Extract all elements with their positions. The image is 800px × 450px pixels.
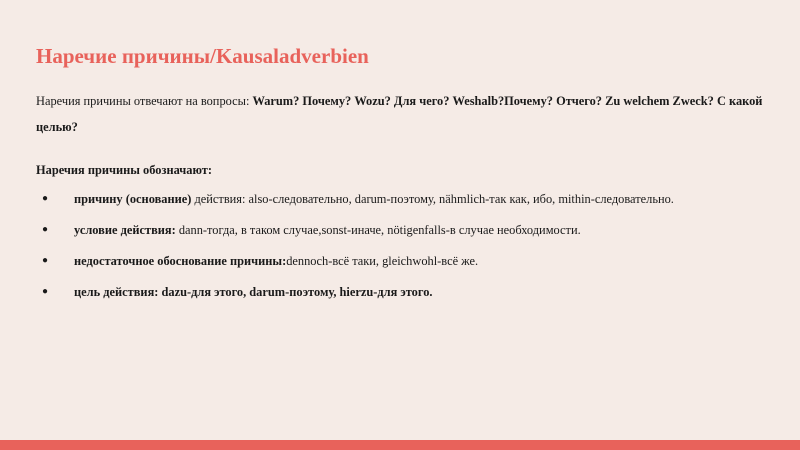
meaning-list xyxy=(36,186,756,305)
item-term: недостаточное обоснование причины: xyxy=(74,254,287,268)
bullet-icon: ● xyxy=(42,193,49,204)
intro-questions: Warum? Почему? Wozu? Для чего? Weshalb?Почему? Отчего? Zu welchem Zweck? С какой целью? xyxy=(36,94,763,134)
bottom-accent-bar xyxy=(0,440,800,450)
slide-title: Наречие причины/Kausaladverbien xyxy=(36,44,369,68)
item-text: dennoch-всё таки, gleichwohl-всё же. xyxy=(286,254,479,268)
bullet-icon: ● xyxy=(42,286,49,297)
item-term: условие действия: xyxy=(74,223,176,237)
bullet-icon: ● xyxy=(42,224,49,235)
item-text: dann-тогда, в таком случае,sonst-иначе, nötigenfalls-в случае необходимости. xyxy=(175,223,581,237)
list-item xyxy=(36,248,756,274)
list-item xyxy=(36,186,756,212)
intro-text: Наречия причины отвечают на вопросы: xyxy=(36,94,253,108)
intro-paragraph xyxy=(36,88,766,140)
list-item xyxy=(36,279,756,305)
item-term: причину (основание) xyxy=(74,192,192,206)
bullet-icon: ● xyxy=(42,255,49,266)
list-item xyxy=(36,217,756,243)
item-term: цель действия: dazu-для этого, darum-поэтому, hierzu-для этого. xyxy=(74,285,433,299)
item-text: действия: also-следовательно, darum-поэтому, nähmlich-так как, ибо, mithin-следовательно. xyxy=(191,192,674,206)
section-heading: Наречия причины обозначают: xyxy=(36,163,212,177)
